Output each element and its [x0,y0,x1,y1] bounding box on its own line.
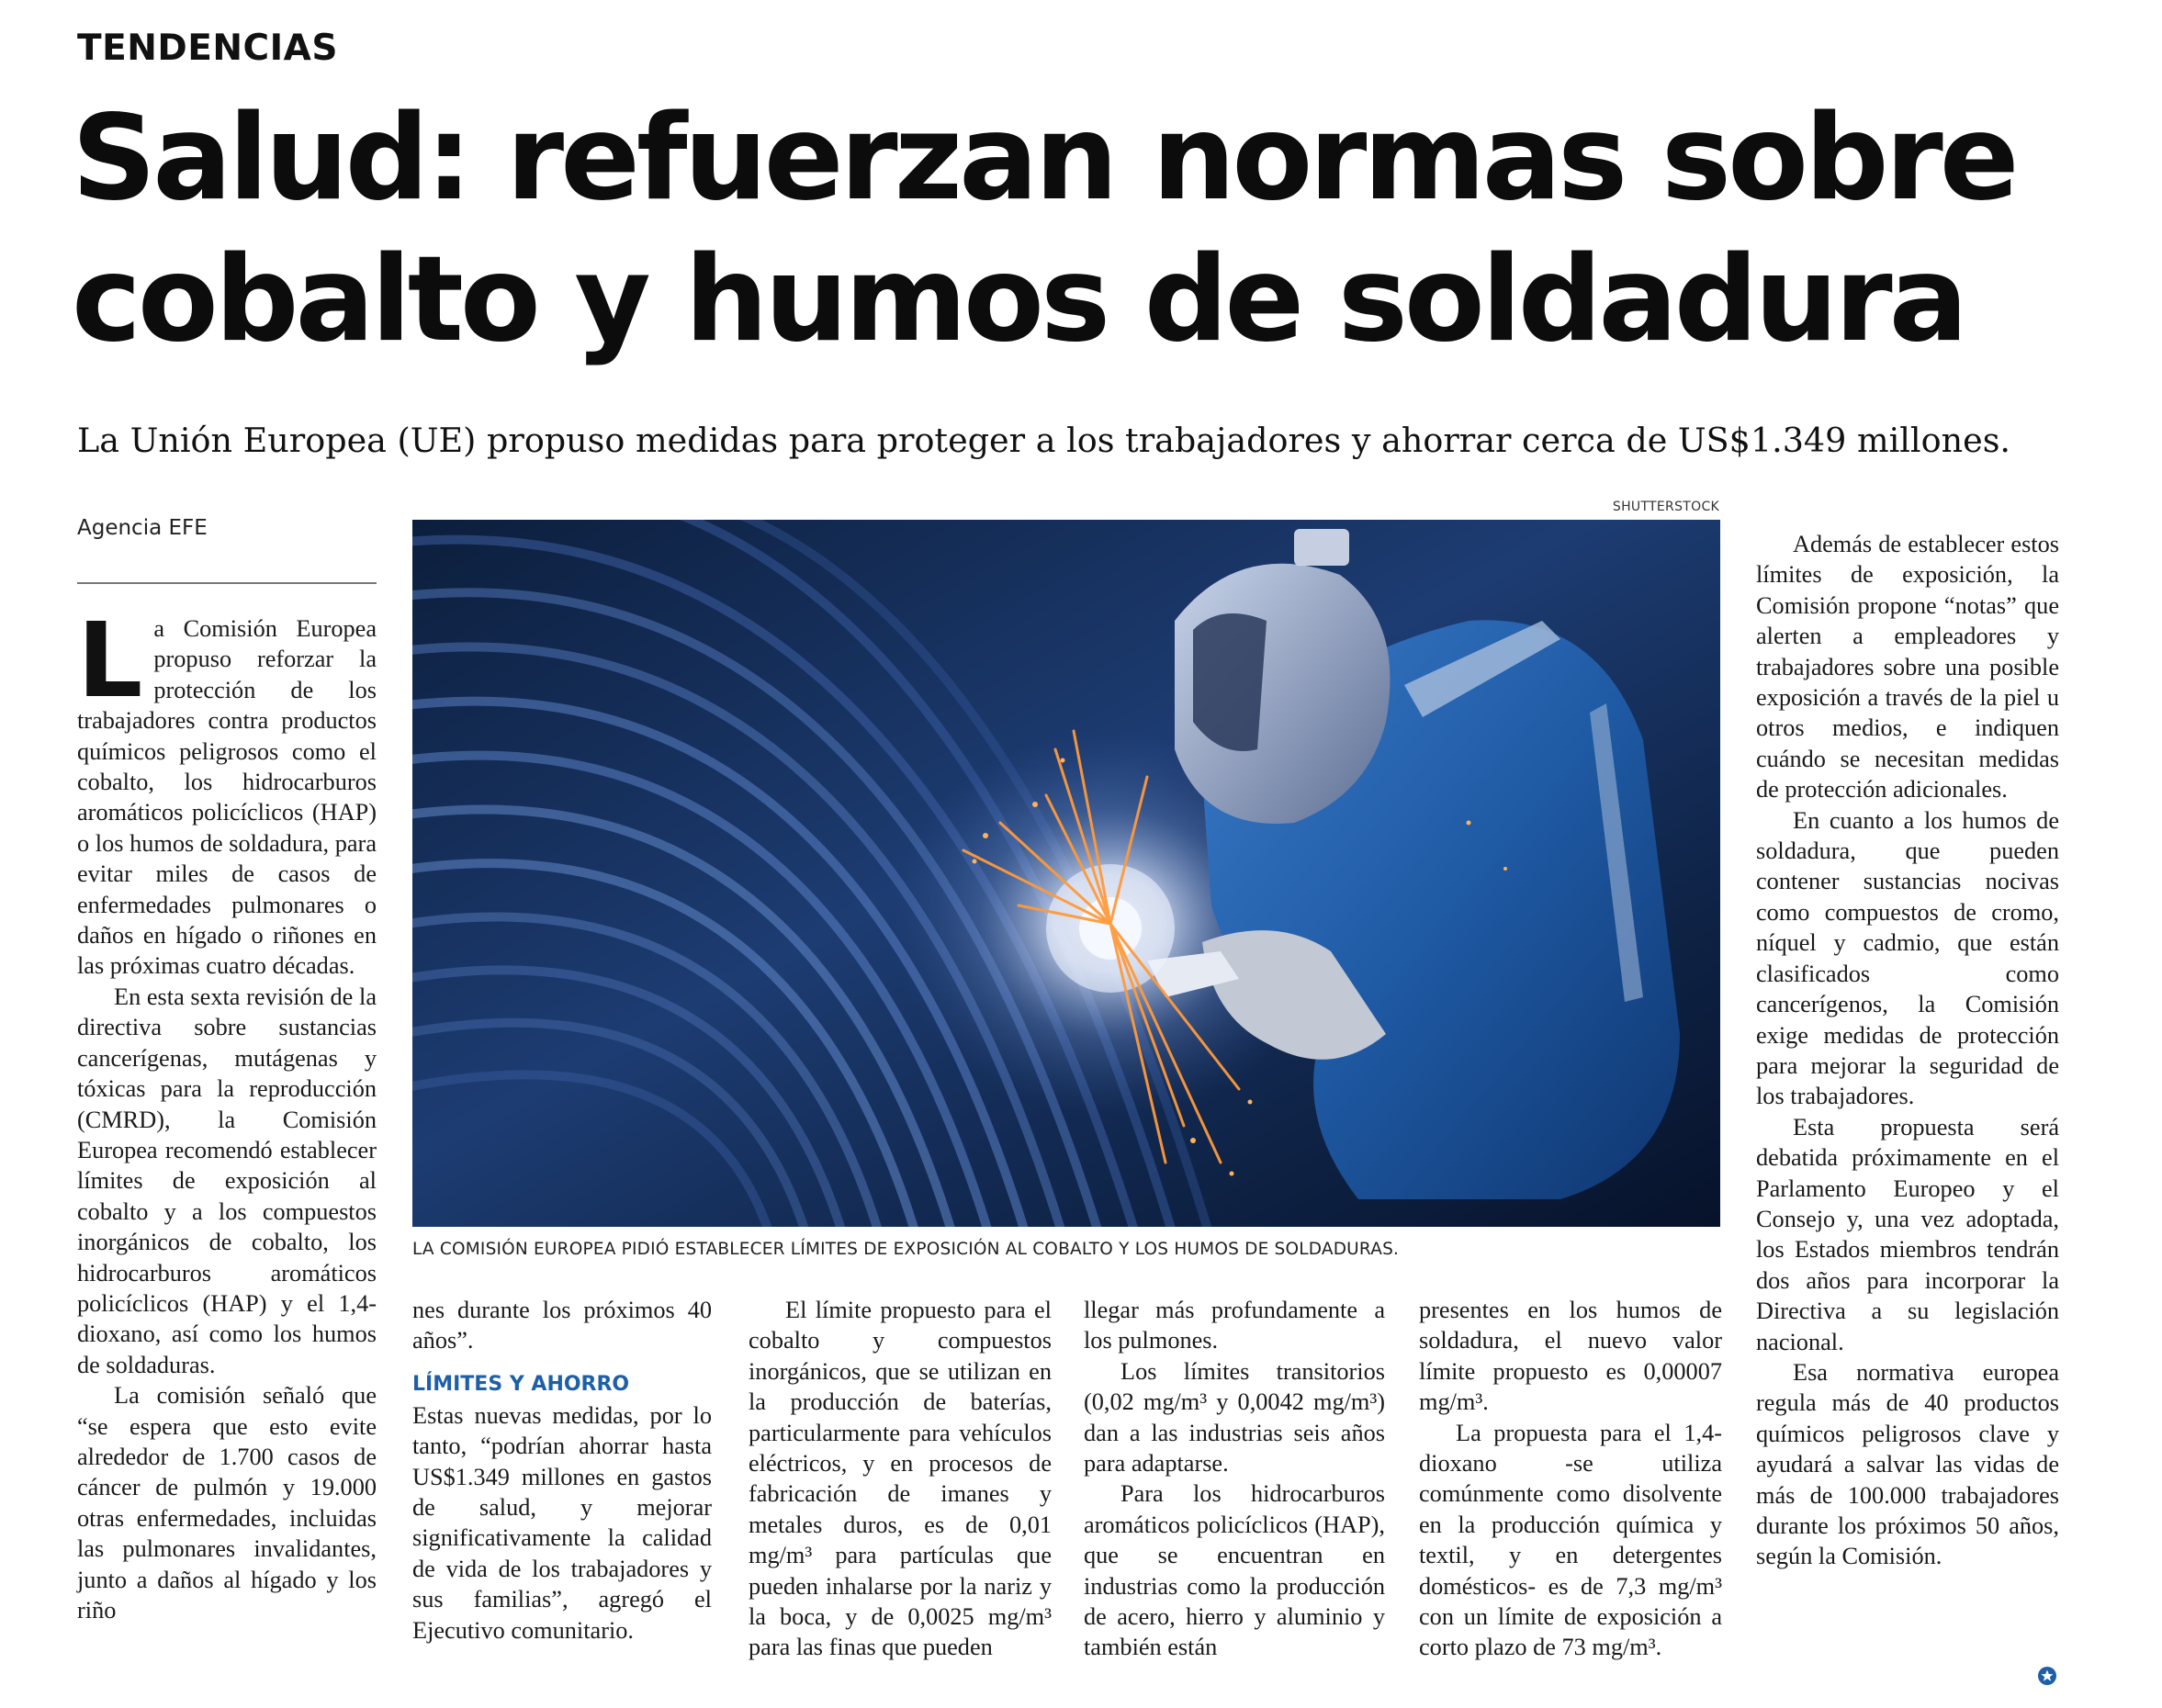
paragraph-continued: nes durante los próximos 40 años”. [412,1297,712,1354]
drop-cap: L [77,601,143,721]
article-column-5 [1419,1295,1722,1663]
article-column-1 [77,601,377,1625]
welder-photo [412,520,1720,1227]
paragraph-continued: presentes en los humos de soldadura, el nuevo valor límite propuesto es 0,00007 mg/m³. [1419,1297,1722,1416]
article-column-2 [412,1295,712,1646]
paragraph: Los límites transitorios (0,02 mg/m³ y 0,0042 mg/m³) dan a las industrias seis años para adaptarse. [1084,1357,1385,1478]
paragraph: Esta propuesta será debatida próximamente en el Parlamento Europeo y el Consejo y, una vez adoptada, los Estados miembros tendrán dos años para incorporar la Directiva a su legislación nacional. [1756,1113,2059,1355]
photo-caption: LA COMISIÓN EUROPEA PIDIÓ ESTABLECER LÍMITES DE EXPOSICIÓN AL COBALTO Y LOS HUMOS DE SOLDADURAS. [412,1240,1400,1259]
byline-divider [77,582,377,584]
photo-credit: SHUTTERSTOCK [1612,500,1719,514]
paragraph: Para los hidrocarburos aromáticos policíclicos (HAP), que se encuentran en industrias como la producción de acero, hierro y aluminio y también están [1084,1480,1385,1661]
end-of-article-icon [2037,1666,2057,1686]
article-column-6 [1756,529,2059,1572]
section-label: TENDENCIAS [77,28,338,69]
paragraph: La propuesta para el 1,4-dioxano -se utiliza comúnmente como disolvente en la producción química y textil, y en detergentes domésticos- es de 7,3 mg/m³ con un límite de exposición a corto plazo de 73 mg/m³. [1419,1419,1722,1661]
article-column-3 [749,1295,1052,1663]
deck-subtitle: La Unión Europea (UE) propuso medidas para proteger a los trabajadores y ahorrar cerca de US$1.349 millones. [77,421,2011,460]
headline: Salud: refuerzan normas sobre cobalto y humos de soldadura [72,90,2016,368]
paragraph-lead: a Comisión Europea propuso reforzar la protección de los trabajadores contra productos químicos peligrosos como el cobalto, los hidrocarburos aromáticos policíclicos (HAP) o los humos de soldadura, para evitar miles de casos de enfermedades pulmonares o daños en hígado o riñones en las próximas cuatro décadas. [77,615,377,980]
paragraph: Esa normativa europea regula más de 40 productos químicos peligrosos clave y ayudará a salvar las vidas de más de 100.000 trabajadores durante los próximos 50 años, según la Comisión. [1756,1358,2059,1570]
subhead: LÍMITES Y AHORRO [412,1372,630,1396]
paragraph: La comisión señaló que “se espera que esto evite alrededor de 1.700 casos de cáncer de pulmón y 19.000 otras enfermedades, incluidas las pulmonares invalidantes, junto a daños al hígado y los riño [77,1382,377,1624]
byline: Agencia EFE [77,516,208,540]
paragraph: Estas nuevas medidas, por lo tanto, “podrían ahorrar hasta US$1.349 millones en gastos de salud, y mejorar significativamente la calidad de vida de los trabajadores y sus familias”, agregó el Ejecutivo comunitario. [412,1401,712,1644]
paragraph-continued: llegar más profundamente a los pulmones. [1084,1297,1385,1354]
paragraph: Además de establecer estos límites de exposición, la Comisión propone “notas” que alerten a empleadores y trabajadores sobre una posible exposición a través de la piel u otros medios, e indiquen cuándo se necesitan medidas de protección adicionales. [1756,531,2059,803]
paragraph: En esta sexta revisión de la directiva sobre sustancias cancerígenas, mutágenas y tóxicas para la reproducción (CMRD), la Comisión Europea recomendó establecer límites de exposición al cobalto y a los compuestos inorgánicos de cobalto, los hidrocarburos aromáticos policíclicos (HAP) y el 1,4-dioxano, así como los humos de soldaduras. [77,983,377,1378]
paragraph: El límite propuesto para el cobalto y compuestos inorgánicos, que se utilizan en la producción de baterías, particularmente para vehículos eléctricos, y en procesos de fabricación de imanes y metales duros, es de 0,01 mg/m³ para partículas que pueden inhalarse por la nariz y la boca, y de 0,0025 mg/m³ para las finas que pueden [749,1297,1052,1661]
article-column-4 [1084,1295,1385,1663]
paragraph: En cuanto a los humos de soldadura, que pueden contener sustancias nocivas como compuestos de cromo, níquel y cadmio, que están clasificados como cancerígenos, la Comisión exige medidas de protección para mejorar la seguridad de los trabajadores. [1756,806,2059,1110]
